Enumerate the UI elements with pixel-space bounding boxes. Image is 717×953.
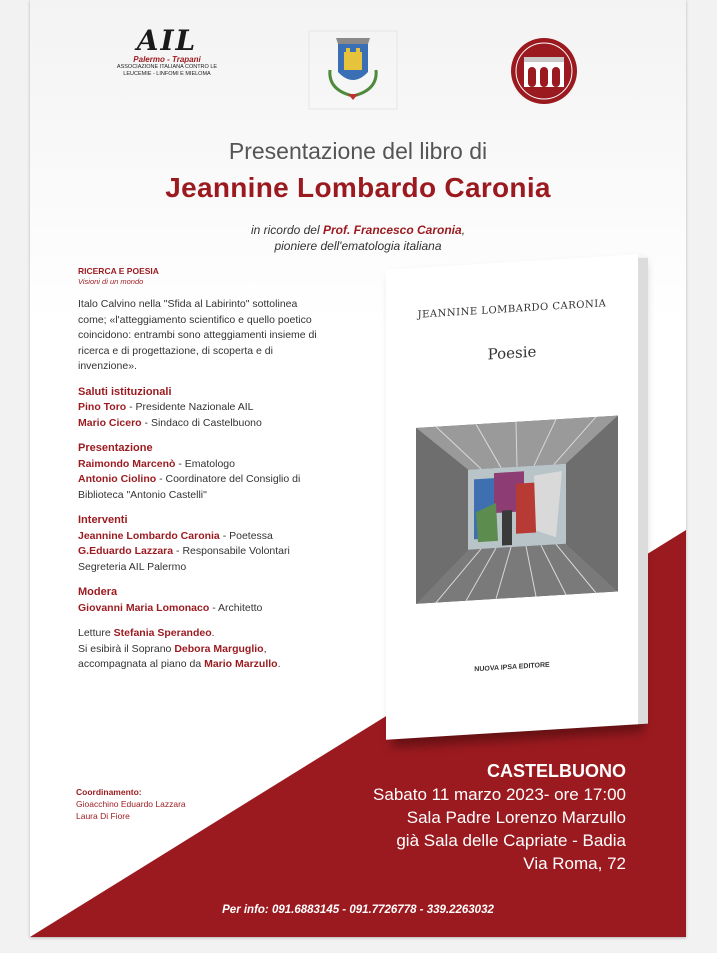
library-building-icon (508, 35, 580, 107)
book-publisher: NUOVA IPSA EDITORE (474, 661, 550, 674)
dedication-name: Prof. Francesco Caronia (322, 223, 462, 237)
saluti-title: Saluti istituzionali (78, 385, 172, 398)
book-cover (386, 254, 638, 739)
interventi-title: Interventi (78, 514, 128, 526)
saluti-section (78, 385, 328, 432)
event-details (373, 760, 626, 875)
modera-section (78, 585, 328, 616)
event-datetime: Sabato 11 marzo 2023- ore 17:00 (373, 785, 626, 804)
event-venue: Sala Padre Lorenzo Marzullo (406, 808, 626, 827)
presentation-heading: Presentazione del libro di (228, 138, 488, 164)
event-poster (30, 0, 686, 937)
ail-association-line2: LEUCEMIE - LINFOMI E MIELOMA (123, 71, 211, 77)
saluti-item: Mario Cicero - Sindaco di Castelbuono (78, 416, 262, 429)
presentazione-item: Antonio Ciolino - Coordinatore del Consiglio di Biblioteca "Antonio Castelli" (78, 473, 301, 501)
ail-logo-mark: AIL (136, 24, 198, 57)
interventi-section (78, 513, 328, 575)
ail-logo-city: Palermo - Trapani (133, 55, 201, 64)
coordinamento-title: Coordinamento: (76, 787, 142, 797)
intro-title: RICERCA E POESIA (78, 266, 159, 276)
event-address: Via Roma, 72 (523, 854, 626, 873)
event-city: CASTELBUONO (487, 761, 626, 781)
saluti-item: Pino Toro - Presidente Nazionale AIL (78, 401, 254, 413)
ail-logo (92, 24, 242, 78)
book-cover-artwork (416, 416, 618, 604)
book-author: JEANNINE LOMBARDO CARONIA (417, 298, 607, 321)
ail-association-line1: ASSOCIAZIONE ITALIANA CONTRO LE (116, 64, 218, 70)
program-column (78, 266, 328, 673)
presentazione-section (78, 441, 328, 503)
author-name-heading: Jeannine Lombardo Caronia (165, 172, 551, 203)
intro-text: Italo Calvino nella "Sfida al Labirinto" sottolinea come; «l'atteggiamento scientifico e quello poetico coincidono: entrambi sono atteggiamenti insieme di ricerca e di progettazione, di scoperta e di invenzione». (78, 298, 317, 372)
reader-name: Stefania Sperandeo (113, 627, 212, 639)
dedication-prefix: in ricordo del (250, 223, 323, 237)
event-venue-secondary: già Sala delle Capriate - Badia (396, 831, 626, 850)
contact-info: Per info: 091.6883145 - 091.7726778 - 339.2263032 (222, 904, 494, 916)
presentazione-item: Raimondo Marcenò - Ematologo (78, 457, 235, 470)
interventi-item: G.Eduardo Lazzara - Responsabile Volontari Segreteria AIL Palermo (78, 545, 290, 573)
dedication (30, 222, 686, 254)
coat-of-arms-icon (308, 30, 398, 110)
interventi-item: Jeannine Lombardo Caronia - Poetessa (78, 529, 273, 542)
pianist-name: Mario Marzullo (204, 658, 278, 670)
dedication-line2: pioniere dell'ematologia italiana (274, 239, 442, 253)
book-spine (638, 258, 648, 725)
dedication-suffix: , (461, 223, 466, 237)
modera-item: Giovanni Maria Lomonaco - Architetto (78, 601, 263, 614)
presentazione-title: Presentazione (78, 442, 153, 454)
letture-section: Letture Stefania Sperandeo. Si esibirà il Soprano Debora Marguglio, accompagnata al piano da Mario Marzullo. (78, 627, 281, 670)
intro-subtitle: Visioni di un mondo (78, 277, 144, 286)
modera-title: Modera (78, 586, 118, 598)
coordinamento-name: Laura Di Fiore (76, 811, 130, 821)
book-title: Poesie (487, 342, 537, 364)
coordinamento-name: Gioacchino Eduardo Lazzara (76, 799, 186, 809)
singer-name: Debora Marguglio (174, 642, 264, 655)
coordinamento (76, 786, 186, 822)
